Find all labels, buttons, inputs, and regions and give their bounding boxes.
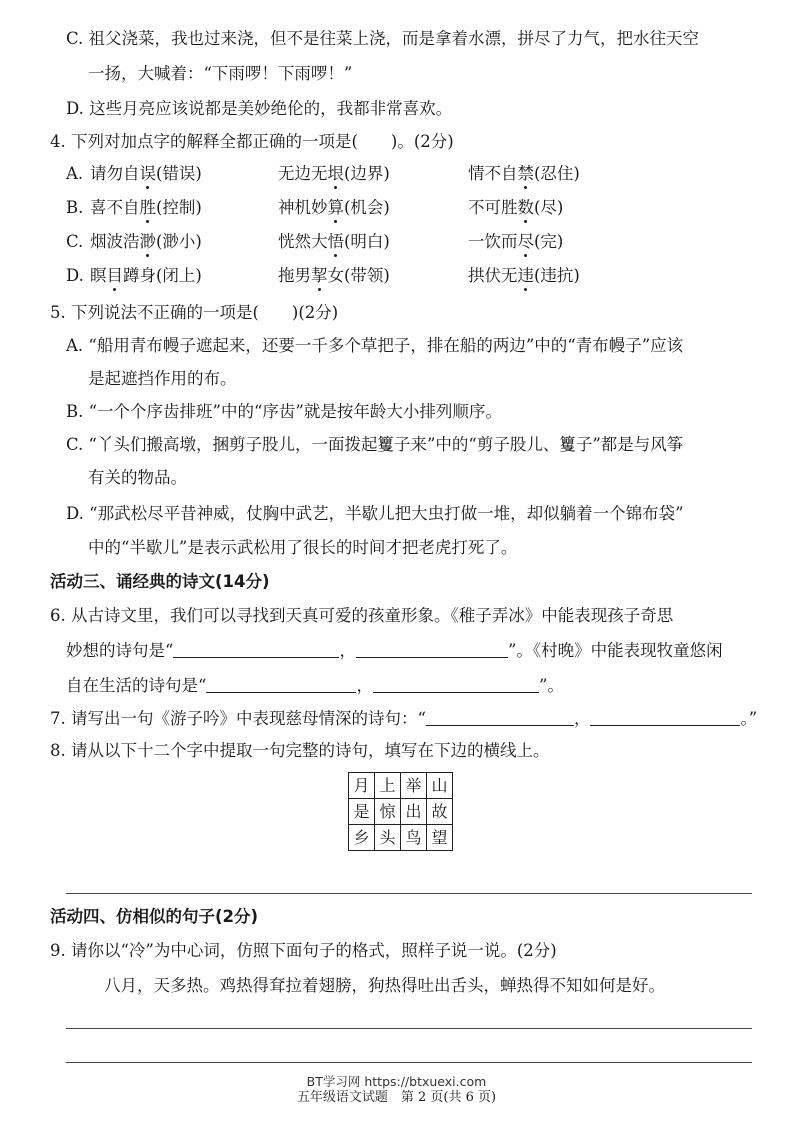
q4-dotted-char: 胜 [139,198,156,217]
q4-item-text: (完) [534,232,564,251]
q9-example: 八月，天多热。鸡热得耷拉着翅膀，狗热得吐出舌头，蝉热得不知如何是好。 [104,976,665,995]
q4-item-text: 请勿自 [90,164,140,183]
q4-item-text: 不可胜 [468,198,518,217]
q4-item-text: 拱伏无 [468,266,518,285]
q4-item-text: 情不自 [468,164,518,183]
q4-item-text: 一饮而 [468,232,518,251]
q4-option-label: A. [66,164,84,183]
q9-answer-line-1[interactable] [66,1028,752,1029]
q4-item-text: 神机妙 [278,198,328,217]
q4-item-text: 蹲身(闭上) [123,266,202,285]
q5-option-a-line1: A. “船用青布幔子遮起来，还要一千多个草把子，排在船的两边”中的“青布幔子”应该 [66,336,684,355]
section4-heading: 活动四、仿相似的句子(2分) [50,907,259,926]
q5-option-c-line2: 有关的物品。 [88,468,187,487]
q4-item-text: 拖男 [278,266,311,285]
q7-line [50,708,757,730]
q4-dotted-char: 尽 [517,232,534,251]
q3-option-d: D. 这些月亮应该说都是美妙绝伦的，我都非常喜欢。 [66,99,453,118]
q6-text: 妙想的诗句是“ [66,641,174,660]
q7-text: 7. 请写出一句《游子吟》中表现慈母情深的诗句：“ [50,709,426,728]
q4-item-text: 烟波浩 [90,232,140,251]
q6-blank-1[interactable] [173,641,339,658]
section3-heading: 活动三、诵经典的诗文(14分) [50,572,270,591]
q8-answer-line[interactable] [66,893,752,894]
q6-line2 [66,640,723,662]
q4-item-text: 喜不自 [90,198,140,217]
q7-blank-1[interactable] [426,709,574,726]
q4-option-label: B. [66,198,84,217]
q4-dotted-char: 数 [517,198,534,217]
q4-item-text: (错误) [156,164,202,183]
q8-character-grid [348,772,453,851]
q4-option-item [90,163,202,185]
q4-item-text: (忍住) [534,164,580,183]
q4-item-text: (机会) [344,198,390,217]
grid-cell: 出 [401,799,427,825]
q4-item-text: (边界) [344,164,390,183]
q4-dotted-char: 渺 [139,232,156,251]
q4-dotted-char: 禁 [517,164,534,183]
q4-item-text: 无边无 [278,164,328,183]
grid-cell: 故 [427,799,453,825]
q6-blank-2[interactable] [356,641,508,658]
q6-comma: ， [339,641,356,660]
q4-dotted-char: 悟 [327,232,344,251]
q9-stem: 9. 请你以“冷”为中心词，仿照下面句子的格式，照样子说一说。(2分) [50,941,557,960]
q4-dotted-char: 误 [139,164,156,183]
q6-blank-3[interactable] [206,676,356,693]
footer-site: BT学习网 https://btxuexi.com [306,1074,487,1089]
q6-comma: ， [356,676,373,695]
q4-option-item [278,197,390,219]
q7-text: 。” [740,709,758,728]
q4-item-text: (渺小) [156,232,202,251]
q4-option-item [278,265,390,287]
q4-item-text: 女(带领) [327,266,390,285]
q4-option-item [468,197,563,219]
grid-cell: 山 [427,773,453,799]
q6-blank-4[interactable] [373,676,539,693]
q4-stem: 4. 下列对加点字的解释全都正确的一项是( )。(2分) [50,132,454,151]
q4-option-label: C. [66,232,84,251]
grid-cell: 头 [375,825,401,851]
q4-option-item [278,163,390,185]
q4-dotted-char: 垠 [327,164,344,183]
grid-cell: 是 [349,799,375,825]
q5-option-d-line2: 中的“半歇儿”是表示武松用了很长的时间才把老虎打死了。 [88,538,518,557]
q4-option-item [278,231,390,253]
q5-stem: 5. 下列说法不正确的一项是( )(2分) [50,303,339,322]
grid-cell: 月 [349,773,375,799]
q3-option-c-line2: 一扬，大喊着：“下雨啰！下雨啰！” [88,64,353,83]
q6-text: ”。《村晚》中能表现牧童悠闲 [507,641,723,660]
q4-dotted-char: 违 [517,266,534,285]
q4-option-item [90,265,202,287]
q4-option-item [468,163,580,185]
q5-option-c-line1: C. “丫头们搬高墩，捆剪子股儿，一面拨起籰子来”中的“剪子股儿、籰子”都是与风筝 [66,435,684,454]
q4-option-item [468,265,580,287]
q7-blank-2[interactable] [590,709,740,726]
q4-item-text: (明白) [344,232,390,251]
grid-cell: 上 [375,773,401,799]
grid-cell: 望 [427,825,453,851]
grid-cell: 惊 [375,799,401,825]
q4-option-label: D. [66,266,84,285]
q5-option-a-line2: 是起遮挡作用的布。 [88,369,237,388]
q3-option-c-line1: C. 祖父浇菜，我也过来浇，但不是往菜上浇，而是拿着水漂，拼尽了力气，把水往天空 [66,29,700,48]
q4-option-item [468,231,563,253]
q4-dotted-char: 算 [327,198,344,217]
q4-item-text: (控制) [156,198,202,217]
q4-option-item [90,197,202,219]
q7-comma: ， [573,709,591,728]
q6-line1: 6. 从古诗文里，我们可以寻找到天真可爱的孩童形象。《稚子弄冰》中能表现孩子奇思 [50,606,674,625]
grid-cell: 举 [401,773,427,799]
q9-answer-line-2[interactable] [66,1062,752,1063]
footer-page-number: 五年级语文试题 第 2 页(共 6 页) [296,1090,497,1105]
q4-dotted-char: 挈 [311,266,328,285]
q5-option-b: B. “一个个序齿排班”中的“序齿”就是按年龄大小排列顺序。 [66,402,502,421]
q6-text: 自在生活的诗句是“ [66,676,207,695]
q4-item-text: (尽) [534,198,564,217]
q8-stem: 8. 请从以下十二个字中提取一句完整的诗句，填写在下边的横线上。 [50,741,550,760]
grid-cell: 乡 [349,825,375,851]
q5-option-d-line1: D. “那武松尽平昔神威，仗胸中武艺，半歇儿把大虫打做一堆，却似躺着一个锦布袋” [66,504,684,523]
q6-text: ”。 [538,676,564,695]
q6-line3 [66,675,564,697]
q4-item-text: 瞑 [90,266,107,285]
q4-option-item [90,231,202,253]
grid-cell: 鸟 [401,825,427,851]
q4-dotted-char: 目 [106,266,123,285]
q4-item-text: (违抗) [534,266,580,285]
q4-item-text: 恍然大 [278,232,328,251]
